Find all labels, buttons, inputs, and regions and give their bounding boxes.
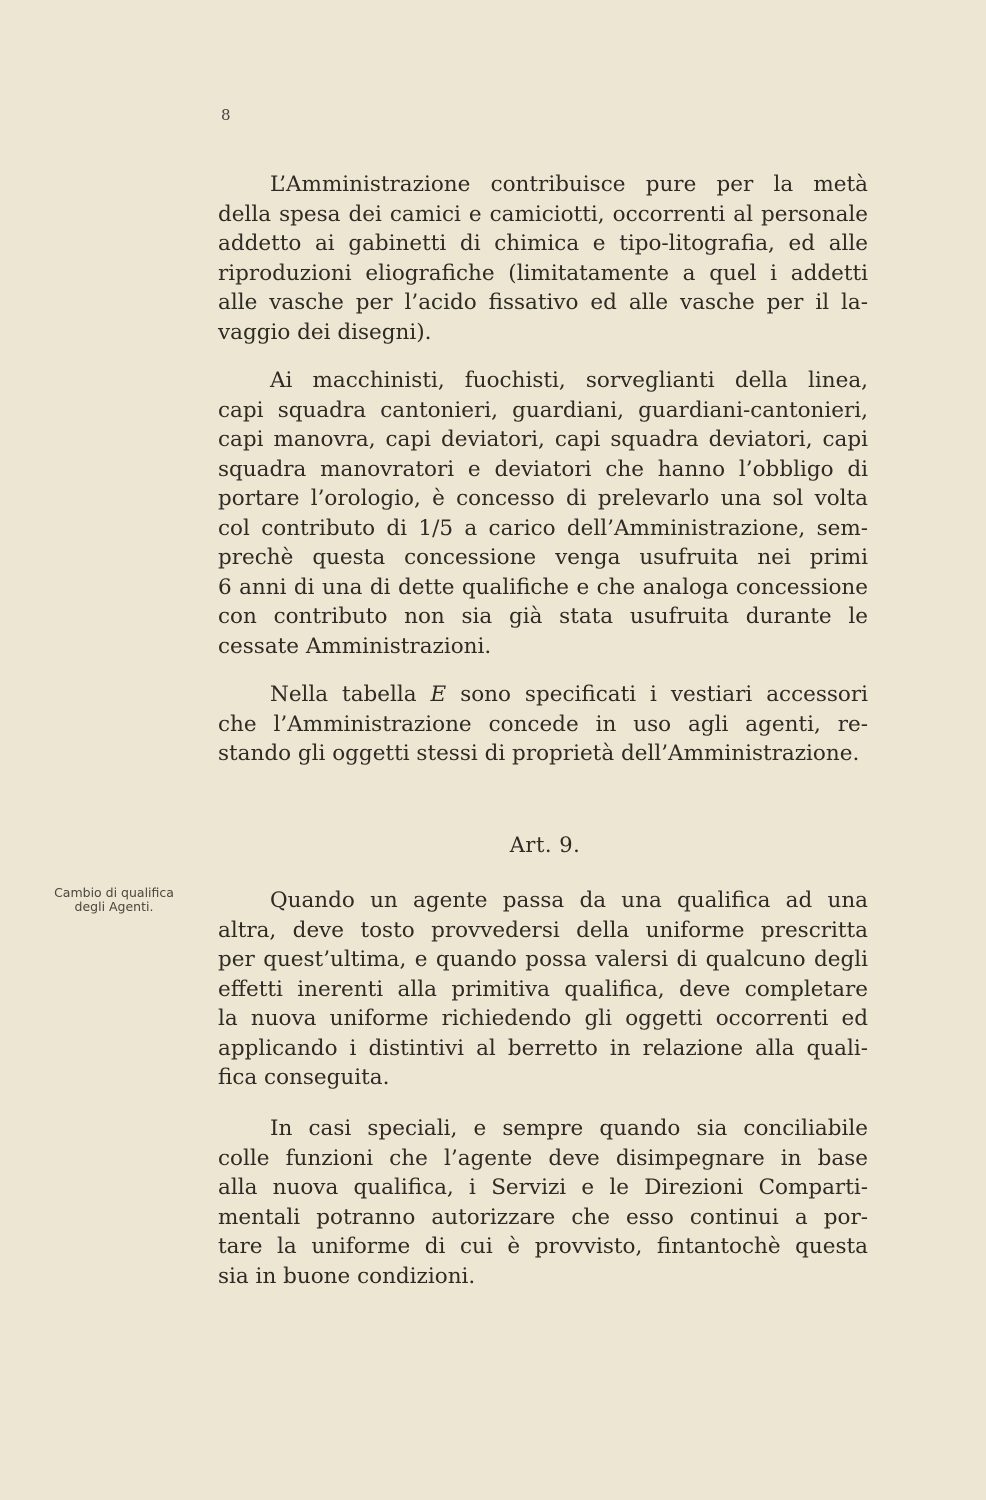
text-line: capi squadra cantonieri, guardiani, guardiani-cantonieri, [218, 397, 868, 423]
margin-note-line: Cambio di qualifica [54, 885, 174, 900]
text-line: applicando i distintivi al berretto in relazione alla quali- [218, 1035, 868, 1061]
text-line: la nuova uniforme richiedendo gli oggetti occorrenti ed [218, 1006, 868, 1031]
text-line: 6 anni di una di dette qualifiche e che analoga concessione [218, 574, 868, 600]
text-line: squadra manovratori e deviatori che hanno l’obbligo di [218, 456, 868, 482]
text-line: capi manovra, capi deviatori, capi squadra deviatori, capi [218, 427, 868, 452]
text-line: colle funzioni che l’agente deve disimpegnare in base [218, 1145, 868, 1171]
text-segment: Nella tabella [270, 682, 431, 707]
paragraph-cambio-qualifica [218, 886, 868, 1093]
page-number: 8 [221, 106, 231, 124]
text-segment: sono specificati i vestiari accessori [446, 682, 869, 707]
text-line: L’Amministrazione contribuisce pure per la metà [270, 172, 868, 197]
text-line: In casi speciali, e sempre quando sia conciliabile [270, 1116, 868, 1141]
text-line: che l’Amministrazione concede in uso agli agenti, re- [218, 711, 868, 737]
paragraph-camici [218, 170, 868, 347]
text-line: riproduzioni eliografiche (limitatamente a quel i addetti [218, 260, 868, 286]
text-line: stando gli oggetti stessi di proprietà dell’Amministrazione. [218, 741, 860, 766]
text-line [218, 680, 868, 710]
paragraph-tabella-e [218, 680, 868, 769]
text-line: col contributo di 1/5 a carico dell’Amministrazione, sem- [218, 515, 868, 541]
text-line: prechè questa concessione venga usufruita nei primi [218, 545, 868, 570]
text-line: mentali potranno autorizzare che esso continui a por- [218, 1204, 868, 1230]
text-line: portare l’orologio, è concesso di prelevarlo una sol volta [218, 486, 868, 511]
text-line: cessate Amministrazioni. [218, 633, 492, 659]
text-line: della spesa dei camici e camiciotti, occorrenti al personale [218, 201, 868, 227]
text-line: con contributo non sia già stata usufruita durante le [218, 604, 868, 629]
margin-note [30, 886, 198, 914]
text-line: per quest’ultima, e quando possa valersi di qualcuno degli [218, 947, 868, 972]
text-line: alla nuova qualifica, i Servizi e le Direzioni Comparti- [218, 1175, 868, 1200]
text-line: sia in buone condizioni. [218, 1263, 476, 1289]
text-line: Quando un agente passa da una qualifica ad una [270, 888, 868, 913]
paragraph-casi-speciali [218, 1114, 868, 1291]
text-line: effetti inerenti alla primitiva qualifica, deve completare [218, 976, 868, 1002]
text-line: altra, deve tosto provvedersi della uniforme prescritta [218, 917, 868, 943]
text-line: tare la uniforme di cui è provvisto, fintantochè questa [218, 1234, 868, 1259]
text-line: fica conseguita. [218, 1065, 390, 1090]
text-line: addetto ai gabinetti di chimica e tipo-litografia, ed alle [218, 231, 868, 256]
margin-note-line: degli Agenti. [74, 899, 154, 914]
paragraph-orologio [218, 366, 868, 661]
article-heading: Art. 9. [509, 833, 581, 857]
text-line: alle vasche per l’acido fissativo ed alle vasche per il la- [218, 290, 868, 315]
text-line: Ai macchinisti, fuochisti, sorveglianti della linea, [270, 368, 868, 393]
table-reference: E [430, 682, 447, 707]
text-line: vaggio dei disegni). [218, 319, 432, 345]
